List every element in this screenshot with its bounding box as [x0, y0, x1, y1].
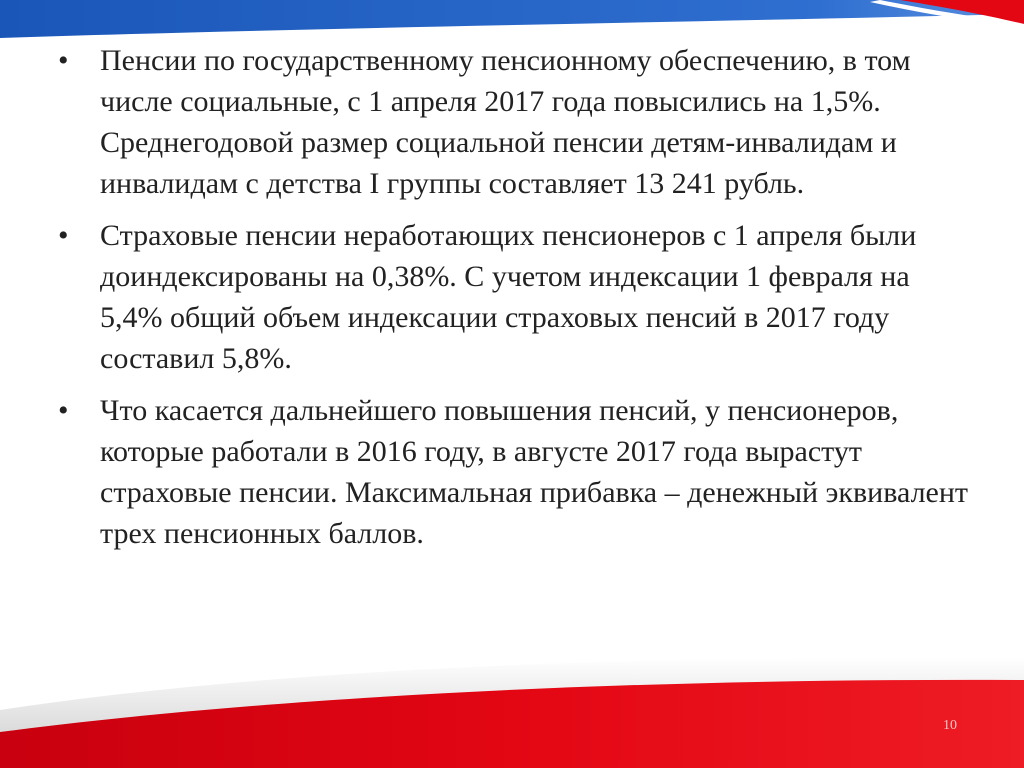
bullet-text: Что касается дальнейшего повышения пенсий, у пенсионеров, которые работали в 2016 году, в августе 2017 года вырастут страховые пенсии. Максимальная прибавка – денежный эквивалент трех пенсионных баллов. [100, 394, 969, 550]
bullet-item-future-increase [58, 390, 978, 554]
bullet-symbol: • [58, 394, 69, 427]
page-number: 10 [943, 718, 957, 733]
bullet-item-pension-state [58, 40, 978, 204]
bullet-text: Пенсии по государственному пенсионному обеспечению, в том числе социальные, с 1 апреля 2017 года повысились на 1,5%. Среднегодовой размер социальной пенсии детям-инвалидам и инвалидам с детства I группы составляет 13 241 рубль. [100, 44, 911, 200]
bullet-text: Страховые пенсии неработающих пенсионеров с 1 апреля были доиндексированы на 0,38%. С учетом индексации 1 февраля на 5,4% общий объем индексации страховых пенсий в 2017 году составил 5,8%. [100, 219, 917, 375]
bullet-symbol: • [58, 219, 69, 252]
bullet-symbol: • [58, 44, 69, 77]
bullet-list [58, 40, 978, 565]
bottom-decorative-wave [0, 640, 1024, 768]
top-decorative-band [0, 0, 1024, 40]
blue-band-shape [0, 0, 1024, 38]
bullet-item-insurance-indexation [58, 215, 978, 379]
